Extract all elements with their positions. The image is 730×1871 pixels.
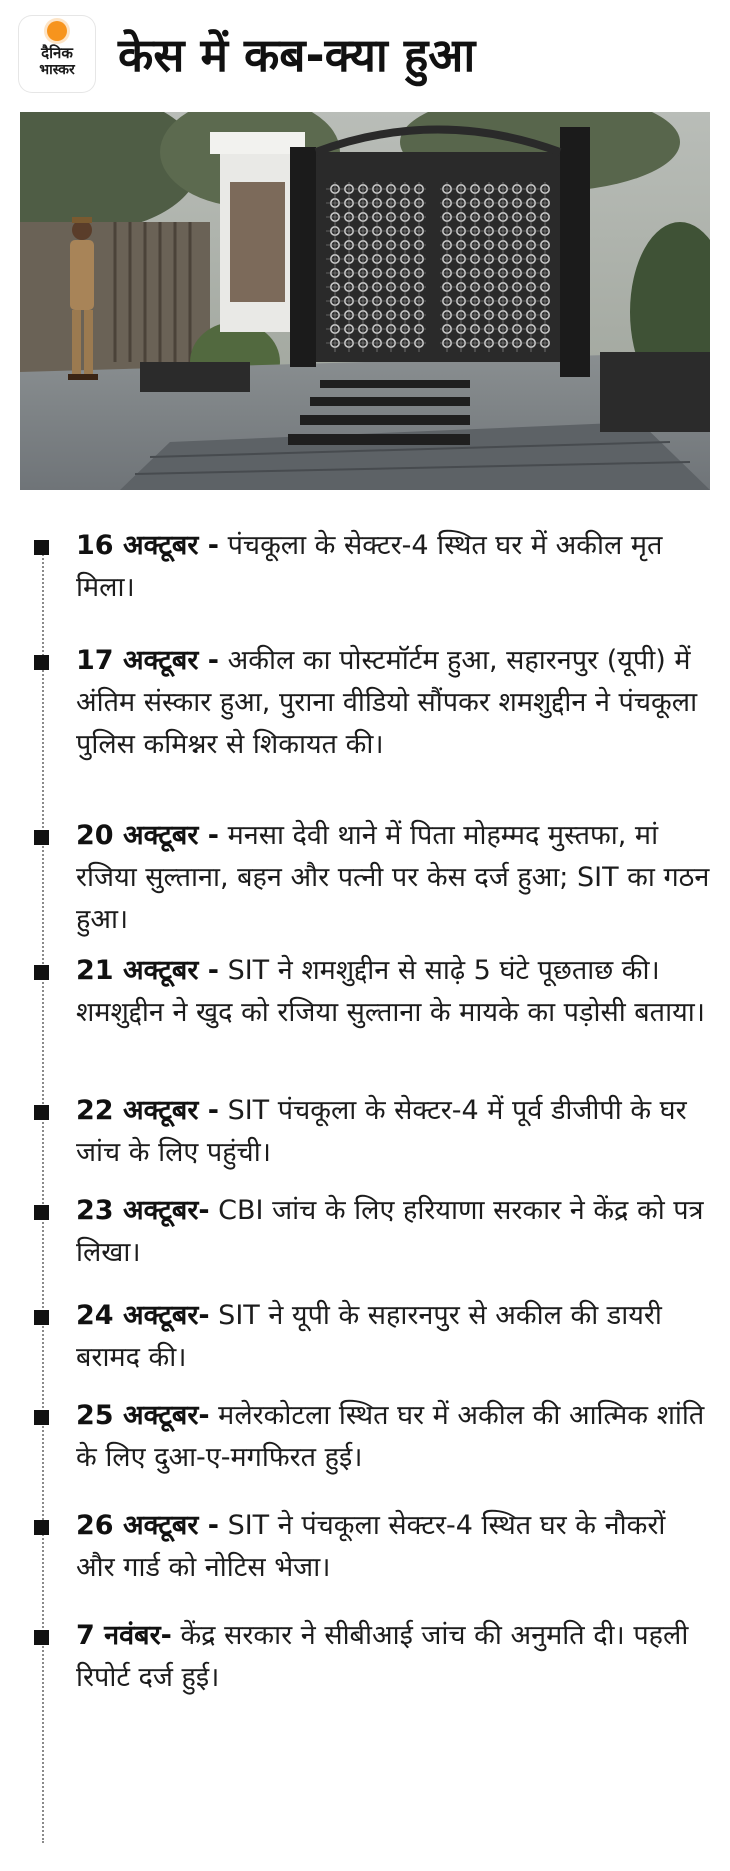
- event-date: 26 अक्टूबर -: [76, 1510, 219, 1541]
- bullet-icon: [34, 1410, 49, 1425]
- event-description: अकील का पोस्टमॉर्टम हुआ, सहारनपुर (यूपी) में अंतिम संस्कार हुआ, पुराना वीडियो सौंपकर शमशुद्दीन ने पंचकूला पुलिस कमिश्नर से शिकायत की।: [76, 645, 698, 760]
- event-description: मनसा देवी थाने में पिता मोहम्मद मुस्तफा, मां रजिया सुल्ताना, बहन और पत्नी पर केस दर्ज हुआ; SIT का गठन हुआ।: [76, 820, 710, 935]
- bullet-icon: [34, 830, 49, 845]
- event-text: [76, 525, 712, 609]
- logo-text-line1: दैनिक: [41, 43, 73, 62]
- bullet-icon: [34, 655, 49, 670]
- event-date: 23 अक्टूबर-: [76, 1195, 210, 1226]
- event-text: [76, 1190, 712, 1274]
- event-description: SIT ने शमशुद्दीन से साढ़े 5 घंटे पूछताछ की। शमशुद्दीन ने खुद को रजिया सुल्ताना के मायके का पड़ोसी बताया।: [76, 955, 705, 1028]
- event-text: [76, 640, 712, 766]
- gate-photo-illustration: [20, 112, 710, 490]
- bullet-icon: [34, 1205, 49, 1220]
- event-description: SIT ने पंचकूला सेक्टर-4 स्थित घर के नौकरों और गार्ड को नोटिस भेजा।: [76, 1510, 666, 1583]
- event-description: मलेरकोटला स्थित घर में अकील की आत्मिक शांति के लिए दुआ-ए-मगफिरत हुई।: [76, 1400, 705, 1473]
- page-title: केस में कब-क्या हुआ: [118, 28, 476, 82]
- event-description: CBI जांच के लिए हरियाणा सरकार ने केंद्र को पत्र लिखा।: [76, 1195, 704, 1268]
- event-description: SIT पंचकूला के सेक्टर-4 में पूर्व डीजीपी के घर जांच के लिए पहुंची।: [76, 1095, 687, 1168]
- event-text: [76, 950, 712, 1034]
- event-text: [76, 1395, 712, 1479]
- logo-text-line2: भास्कर: [39, 61, 75, 78]
- event-description: पंचकूला के सेक्टर-4 स्थित घर में अकील मृत मिला।: [76, 530, 663, 603]
- bullet-icon: [34, 1520, 49, 1535]
- event-date: 25 अक्टूबर-: [76, 1400, 210, 1431]
- bullet-icon: [34, 965, 49, 980]
- bullet-icon: [34, 1310, 49, 1325]
- event-date: 20 अक्टूबर -: [76, 820, 219, 851]
- event-text: [76, 1090, 712, 1174]
- dainik-bhaskar-logo[interactable]: [18, 15, 96, 93]
- timeline: [0, 505, 730, 1855]
- event-text: [76, 1295, 712, 1379]
- event-date: 17 अक्टूबर -: [76, 645, 219, 676]
- bullet-icon: [34, 1105, 49, 1120]
- bullet-icon: [34, 1630, 49, 1645]
- event-description: केंद्र सरकार ने सीबीआई जांच की अनुमति दी। पहली रिपोर्ट दर्ज हुई।: [76, 1620, 689, 1693]
- news-photo: [20, 112, 710, 490]
- event-description: SIT ने यूपी के सहारनपुर से अकील की डायरी बरामद की।: [76, 1300, 662, 1373]
- timeline-dotted-line: [42, 543, 44, 1843]
- header: [18, 14, 718, 94]
- event-text: [76, 1505, 712, 1589]
- event-text: [76, 1615, 712, 1699]
- bullet-icon: [34, 540, 49, 555]
- event-text: [76, 815, 712, 941]
- event-date: 24 अक्टूबर-: [76, 1300, 210, 1331]
- sun-logo-icon: [47, 21, 67, 41]
- event-date: 22 अक्टूबर -: [76, 1095, 219, 1126]
- event-date: 7 नवंबर-: [76, 1620, 172, 1651]
- event-date: 16 अक्टूबर -: [76, 530, 219, 561]
- event-date: 21 अक्टूबर -: [76, 955, 219, 986]
